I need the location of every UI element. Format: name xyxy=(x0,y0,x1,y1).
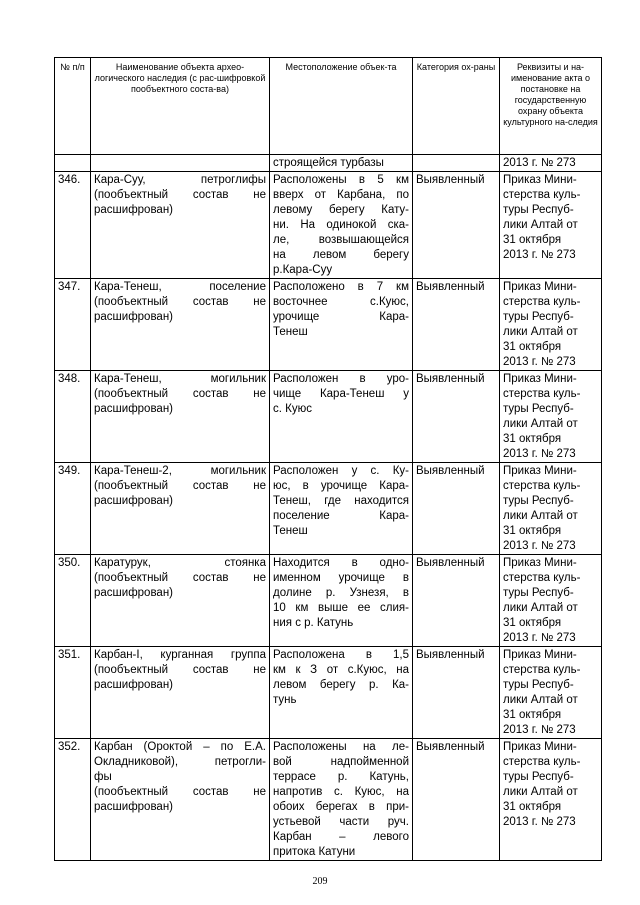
act-line: Приказ Мини- xyxy=(503,281,577,293)
location-line: вверх от Карбана, по xyxy=(273,189,409,201)
heritage-table xyxy=(54,57,602,861)
act-line: 2013 г. № 273 xyxy=(503,632,576,644)
act-line: лики Алтай от xyxy=(503,694,578,706)
act-line: 31 октября xyxy=(503,433,562,445)
act-line: лики Алтай от xyxy=(503,418,578,430)
object-name-line: расшифрован) xyxy=(94,801,174,813)
location-line: Расположен у с. Ку- xyxy=(273,465,409,477)
location-line: на левом берегу xyxy=(273,249,409,261)
category-cell: Выявленный xyxy=(413,647,500,739)
object-name-line: расшифрован) xyxy=(94,403,174,415)
cont-num-cell xyxy=(55,155,91,172)
act-line: лики Алтай от xyxy=(503,602,578,614)
act-line: 31 октября xyxy=(503,709,562,721)
object-name-line: расшифрован) xyxy=(94,587,174,599)
category-cell: Выявленный xyxy=(413,739,500,861)
act-line: 31 октября xyxy=(503,234,562,246)
act-line: 2013 г. № 273 xyxy=(503,448,576,460)
location-line: именном урочище в xyxy=(273,572,409,584)
act-cell xyxy=(500,172,602,279)
location-line: напротив с. Куюс, на xyxy=(273,786,409,798)
object-name-line: фы xyxy=(94,771,112,783)
location-line: Находится в одно- xyxy=(273,557,409,569)
act-line: туры Респуб- xyxy=(503,495,574,507)
act-line: стерства куль- xyxy=(503,296,581,308)
location-line: 10 км выше ее слия- xyxy=(273,602,409,614)
object-name-line: Карбан (Ороктой – по Е.А. xyxy=(94,741,266,753)
act-line: лики Алтай от xyxy=(503,326,578,338)
table-row xyxy=(55,739,602,861)
location-line: долине р. Узнезя, в xyxy=(273,587,409,599)
table-row xyxy=(55,279,602,371)
act-line: Приказ Мини- xyxy=(503,174,577,186)
category-cell: Выявленный xyxy=(413,463,500,555)
object-name-cell xyxy=(91,279,270,371)
object-name-cell xyxy=(91,371,270,463)
object-name-line: расшифрован) xyxy=(94,495,174,507)
location-cell xyxy=(270,172,413,279)
location-line: левому берегу Катy- xyxy=(273,204,409,216)
location-line: Расположены на ле- xyxy=(273,741,409,753)
act-line: Приказ Мини- xyxy=(503,649,577,661)
object-name-line: Кара-Тенеш, поселение xyxy=(94,281,266,293)
object-name-cell xyxy=(91,647,270,739)
category-cell: Выявленный xyxy=(413,371,500,463)
act-line: туры Респуб- xyxy=(503,587,574,599)
table-row xyxy=(55,463,602,555)
location-line: вой надпойменной xyxy=(273,756,409,768)
col-header-name: Наименование объекта архео-логического наследия (с рас-шифровкой пообъектного соста-ва) xyxy=(91,58,270,155)
col-header-num: № п/п xyxy=(55,58,91,155)
act-line: лики Алтай от xyxy=(503,786,578,798)
cont-location-cell: строящейся турбазы xyxy=(270,155,413,172)
col-header-category: Категория ох-раны xyxy=(413,58,500,155)
location-line: с. Куюс xyxy=(273,403,312,415)
act-line: туры Респуб- xyxy=(503,771,574,783)
table-row xyxy=(55,172,602,279)
act-line: 2013 г. № 273 xyxy=(503,356,576,368)
location-line: Расположена в 1,5 xyxy=(273,649,409,661)
object-name-line: расшифрован) xyxy=(94,204,174,216)
object-name-line: (пообъектный состав не xyxy=(94,388,266,400)
location-line: Тенеш xyxy=(273,525,308,537)
location-line: урочище Кара- xyxy=(273,311,409,323)
location-line: восточнее с.Куюс, xyxy=(273,296,409,308)
act-line: лики Алтай от xyxy=(503,219,578,231)
act-line: 31 октября xyxy=(503,801,562,813)
act-line: 2013 г. № 273 xyxy=(503,249,576,261)
location-line: Карбан – левого xyxy=(273,831,409,843)
location-line: ле, возвышающейся xyxy=(273,234,409,246)
row-number-cell: 347. xyxy=(55,279,91,371)
object-name-line: (пообъектный состав не xyxy=(94,189,266,201)
row-number-cell: 351. xyxy=(55,647,91,739)
act-cell xyxy=(500,279,602,371)
location-line: ни. На одинокой ска- xyxy=(273,219,409,231)
col-header-location: Местоположение объек-та xyxy=(270,58,413,155)
object-name-line: расшифрован) xyxy=(94,311,174,323)
location-cell xyxy=(270,463,413,555)
act-line: лики Алтай от xyxy=(503,510,578,522)
col-header-act: Реквизиты и на-именование акта о постановке на государственную охрану объекта культурного на-следия xyxy=(500,58,602,155)
act-line: стерства куль- xyxy=(503,480,581,492)
act-line: Приказ Мини- xyxy=(503,465,577,477)
cont-act-cell: 2013 г. № 273 xyxy=(500,155,602,172)
object-name-line: Каратурук, стоянка xyxy=(94,557,266,569)
location-line: притока Катуни xyxy=(273,846,356,858)
act-line: 31 октября xyxy=(503,341,562,353)
row-number-cell: 346. xyxy=(55,172,91,279)
object-name-line: Карбан-I, курганная группа xyxy=(94,649,266,661)
location-line: юс, в урочище Кара- xyxy=(273,480,409,492)
act-line: 31 октября xyxy=(503,617,562,629)
location-cell xyxy=(270,739,413,861)
act-line: 2013 г. № 273 xyxy=(503,540,576,552)
table-row xyxy=(55,555,602,647)
object-name-line: (пообъектный состав не xyxy=(94,664,266,676)
location-line: км к З от с.Куюс, на xyxy=(273,664,409,676)
act-line: 31 октября xyxy=(503,525,562,537)
location-cell xyxy=(270,647,413,739)
act-cell xyxy=(500,647,602,739)
row-number-cell: 352. xyxy=(55,739,91,861)
object-name-line: Кара-Тенеш-2, могильник xyxy=(94,465,266,477)
continuation-row xyxy=(55,155,602,172)
location-cell xyxy=(270,371,413,463)
object-name-line: Кара-Тенеш, могильник xyxy=(94,373,266,385)
object-name-cell xyxy=(91,555,270,647)
cont-name-cell xyxy=(91,155,270,172)
location-line: Расположено в 7 км xyxy=(273,281,409,293)
act-line: 2013 г. № 273 xyxy=(503,724,576,736)
location-line: Тенеш, где находится xyxy=(273,495,409,507)
act-line: стерства куль- xyxy=(503,388,581,400)
category-cell: Выявленный xyxy=(413,279,500,371)
act-line: Приказ Мини- xyxy=(503,373,577,385)
object-name-line: (пообъектный состав не xyxy=(94,480,266,492)
act-line: туры Респуб- xyxy=(503,679,574,691)
location-line: Расположены в 5 км xyxy=(273,174,409,186)
table-row xyxy=(55,371,602,463)
object-name-line: Окладниковой), петрогли- xyxy=(94,756,266,768)
location-line: левом берегу р. Ка- xyxy=(273,679,409,691)
object-name-line: (пообъектный состав не xyxy=(94,786,266,798)
act-cell xyxy=(500,739,602,861)
location-line: чище Кара-Тенеш у xyxy=(273,388,409,400)
act-line: Приказ Мини- xyxy=(503,741,577,753)
act-cell xyxy=(500,463,602,555)
object-name-cell xyxy=(91,172,270,279)
object-name-line: Кара-Суу, петроглифы xyxy=(94,174,266,186)
act-line: туры Респуб- xyxy=(503,311,574,323)
location-line: тунь xyxy=(273,694,297,706)
cont-category-cell xyxy=(413,155,500,172)
location-line: р.Кара-Суу xyxy=(273,264,333,276)
location-line: поселение Кара- xyxy=(273,510,409,522)
act-line: стерства куль- xyxy=(503,756,581,768)
act-line: стерства куль- xyxy=(503,572,581,584)
location-cell xyxy=(270,555,413,647)
row-number-cell: 349. xyxy=(55,463,91,555)
location-line: устьевой части руч. xyxy=(273,816,409,828)
object-name-line: (пообъектный состав не xyxy=(94,572,266,584)
page-number: 209 xyxy=(312,876,328,887)
object-name-line: расшифрован) xyxy=(94,679,174,691)
object-name-cell xyxy=(91,463,270,555)
category-cell: Выявленный xyxy=(413,555,500,647)
location-line: Расположен в уро- xyxy=(273,373,409,385)
category-cell: Выявленный xyxy=(413,172,500,279)
act-line: 2013 г. № 273 xyxy=(503,816,576,828)
row-number-cell: 348. xyxy=(55,371,91,463)
act-cell xyxy=(500,555,602,647)
act-line: стерства куль- xyxy=(503,189,581,201)
act-line: туры Респуб- xyxy=(503,204,574,216)
location-line: ния с р. Катунь xyxy=(273,617,354,629)
act-line: туры Респуб- xyxy=(503,403,574,415)
location-line: террасе р. Катунь, xyxy=(273,771,409,783)
location-cell xyxy=(270,279,413,371)
table-body xyxy=(55,155,602,861)
object-name-cell xyxy=(91,739,270,861)
object-name-line: (пообъектный состав не xyxy=(94,296,266,308)
location-line: Тенеш xyxy=(273,326,308,338)
act-cell xyxy=(500,371,602,463)
table-header-row xyxy=(55,58,602,155)
row-number-cell: 350. xyxy=(55,555,91,647)
table-row xyxy=(55,647,602,739)
act-line: Приказ Мини- xyxy=(503,557,577,569)
location-line: обоих берегах в при- xyxy=(273,801,409,813)
act-line: стерства куль- xyxy=(503,664,581,676)
